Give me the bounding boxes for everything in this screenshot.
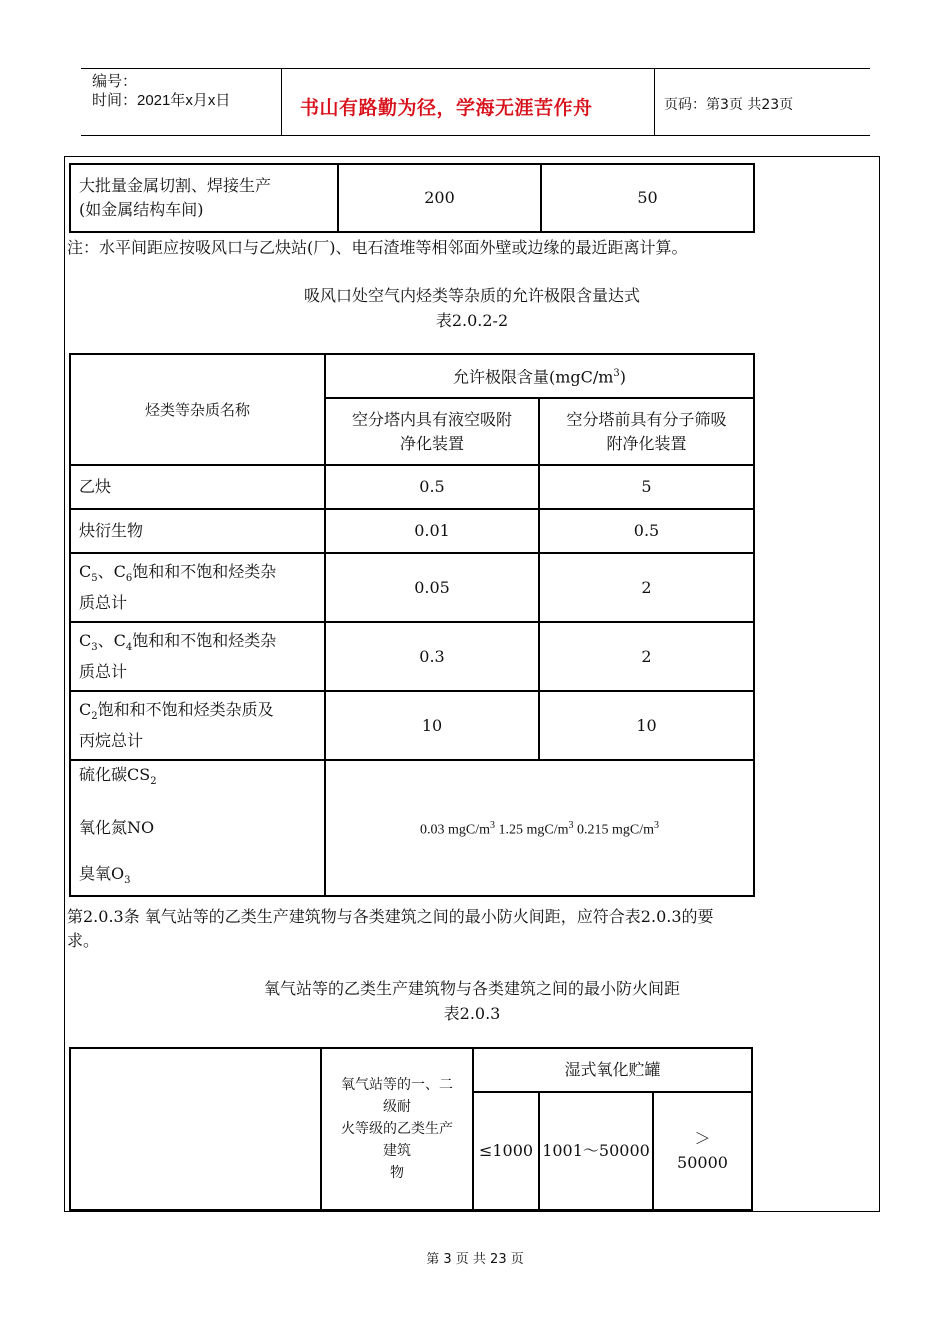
c-sub: 3 [91,642,98,654]
item-cs2-label: 硫化碳CS [79,764,151,784]
page-footer: 第 3 页 共 23 页 [426,1252,524,1267]
row-name-line1: 大批量金属切割、焊接生产 [79,176,272,195]
c-label: 、C [97,561,126,581]
row-name-text: 饱和和不饱和烃类杂 [132,630,277,650]
table3-header-row1 [70,1048,752,1092]
row-v2: 10 [539,691,754,760]
table3-caption [64,976,880,1026]
row-v1: 0.3 [325,622,539,691]
item-no: 氧化氮NO [79,818,155,837]
table-row [70,691,754,760]
c-sub: 4 [125,642,133,654]
item-o3-sub: 3 [124,875,131,887]
header-page-label: 页码：第3页 共23页 [664,97,794,113]
sub3-value: 50000 [677,1153,728,1172]
table2-caption-number: 表2.0.2-2 [435,311,509,330]
row-v2: 0.5 [539,509,754,553]
row-name-line1 [79,629,316,660]
table-row [70,164,754,232]
c-label: C [79,699,92,719]
table3-sub2: 1001～50000 [539,1092,653,1210]
row-name: 乙炔 [70,465,325,509]
clause-text [67,905,714,953]
group-label-sup: 3 [613,368,620,380]
row-v1: 10 [325,691,539,760]
val-b: 1.25 mgC/m [494,822,569,838]
table2-header-name: 烃类等杂质名称 [70,354,325,465]
col2-line: 建筑 [383,1143,411,1159]
col2-line: 火等级的乙类生产 [341,1121,453,1137]
row-v2: 2 [539,622,754,691]
val-sup: 3 [654,819,660,831]
row-v1: 0.5 [325,465,539,509]
sub3-symbol: ＞ [694,1129,711,1148]
note-text: 注：水平间距应按吸风口与乙炔站(厂)、电石渣堆等相邻面外壁或边缘的最近距离计算。 [67,238,688,257]
row-name-text: 饱和和不饱和烃类杂 [132,561,277,581]
header-top-rule [81,68,870,69]
table2 [69,353,755,897]
item-o3-label: 臭氧O [79,864,125,883]
col2-line: 氧气站等的一、二 [341,1077,453,1093]
group-label-end: ) [619,367,627,387]
row-name [70,691,325,760]
header-divider-right [654,68,655,135]
table3-sub1: ≤1000 [473,1092,539,1210]
row-name-line1 [79,560,316,591]
clause-line1: 第2.0.3条 氧气站等的乙类生产建筑物与各类建筑之间的最小防火间距，应符合表2.0.3的要 [67,907,714,926]
table2-header-group [325,354,754,398]
val-sup: 3 [568,819,574,831]
row-value1-cell: 200 [338,164,541,232]
header-code: 编号： [92,73,138,90]
row-name-cell [70,164,338,232]
c-sub: 5 [91,573,98,585]
row-name [70,553,325,622]
row-v1: 0.05 [325,553,539,622]
row-value2-cell: 50 [541,164,754,232]
row-values-merged [325,760,754,896]
row-name-line1 [79,698,316,729]
table2-header-col2 [539,398,754,465]
col1-line1: 空分塔内具有液空吸附 [351,409,512,429]
c-sub: 6 [125,573,133,585]
item-cs2-sub: 2 [150,776,157,787]
row-name-text: 饱和和不饱和烃类杂质及 [97,699,274,719]
col2-line: 物 [390,1165,404,1181]
row-name-line2: (如金属结构车间) [79,200,204,219]
table3-caption-number: 表2.0.3 [443,1004,501,1023]
header-motto: 书山有路勤为径，学海无涯苦作舟 [300,97,593,119]
table3-group-header: 湿式氧化贮罐 [473,1048,752,1092]
row-v2: 5 [539,465,754,509]
col2-line1: 空分塔前具有分子筛吸 [566,409,727,429]
c-sub: 2 [91,711,98,723]
c-label: C [79,630,92,650]
col2-line2: 附净化装置 [606,433,687,453]
row-name-multi [70,760,325,896]
row-name-line2: 质总计 [79,662,128,682]
c-label: 、C [97,630,126,650]
table-row [70,465,754,509]
header-divider-left [281,68,282,135]
c-label: C [79,561,92,581]
clause-line2: 求。 [67,931,100,950]
table3-col2-header [321,1048,473,1210]
group-label: 允许极限含量(mgC/m [452,367,614,387]
table2-header-col1 [325,398,539,465]
table-row [70,622,754,691]
header-bottom-rule [81,135,870,136]
table-row [70,553,754,622]
table3-caption-title: 氧气站等的乙类生产建筑物与各类建筑之间的最小防火间距 [263,979,680,998]
val-c: 0.215 mgC/m [573,822,655,838]
item-o3 [79,862,316,893]
table3-empty-cell [70,1048,321,1210]
col2-line: 级耐 [383,1099,411,1115]
header-time: 时间：2021年x月x日 [92,92,231,109]
row-name-line2: 质总计 [79,593,128,613]
table-row [70,509,754,553]
col1-line2: 净化装置 [399,433,464,453]
val-a: 0.03 mgC/m [419,822,490,838]
row-name [70,622,325,691]
table-row [70,760,754,896]
row-v1: 0.01 [325,509,539,553]
table2-caption [64,283,880,333]
item-cs2 [79,763,316,794]
row-v2: 2 [539,553,754,622]
table2-caption-title: 吸风口处空气内烃类等杂质的允许极限含量达式 [303,286,640,305]
table3 [69,1047,753,1211]
table3-sub3 [653,1092,752,1210]
row-name-line2: 丙烷总计 [79,731,144,751]
row-name: 炔衍生物 [70,509,325,553]
val-sup: 3 [489,819,495,831]
table2-header-row1 [70,354,754,398]
top-table [69,163,755,233]
